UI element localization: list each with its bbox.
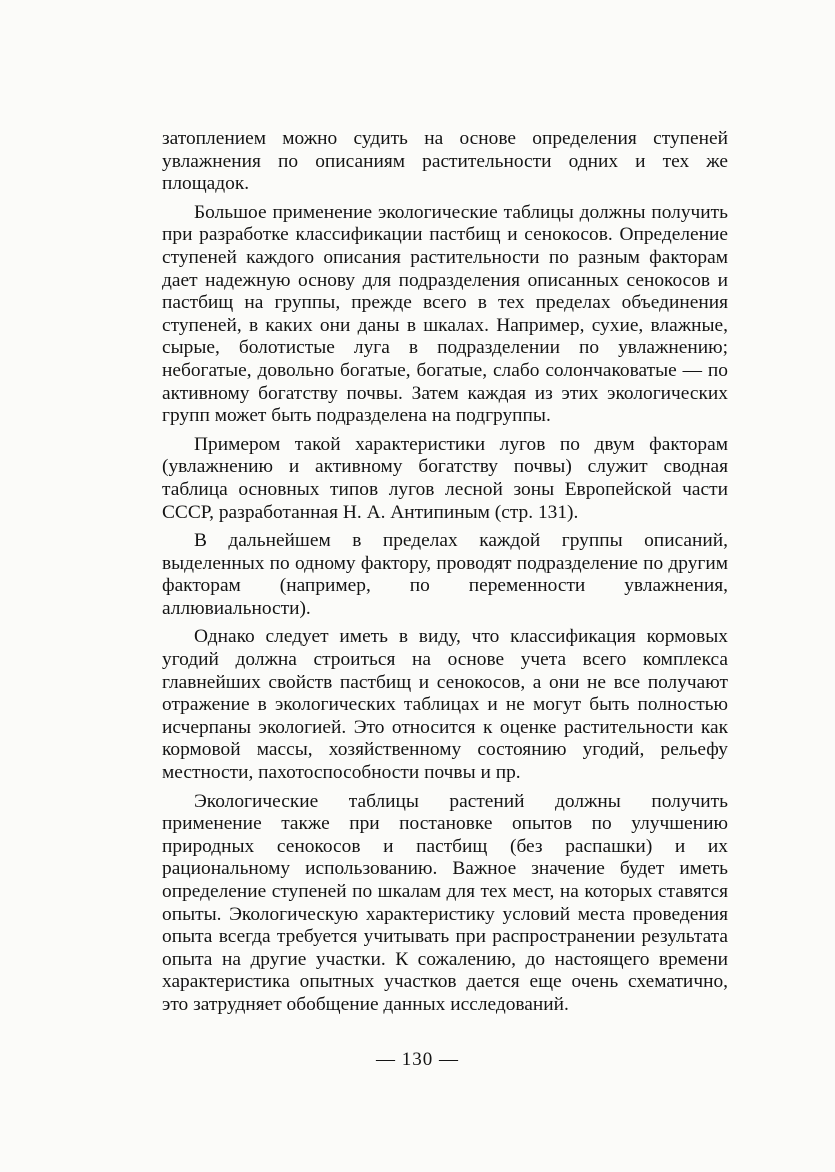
paragraph-2: Большое применение экологические таблицы должны получить при разработке классификации пастбищ и сенокосов. Определение ступеней каждого описания растительности по разным факторам дает надежную основу для подразделения описанных сенокосов и пастбищ на группы, прежде всего в тех пределах объединения ступеней, в каких они даны в шкалах. Например, сухие, влажные, сырые, болотистые луга в подразделении по увлажнению; небогатые, довольно богатые, богатые, слабо солончаковатые — по активному богатству почвы. Затем каждая из этих экологических групп может быть подразделена на подгруппы. bbox=[162, 201, 728, 427]
paragraph-5: Однако следует иметь в виду, что классификация кормовых угодий должна строиться на основе учета всего комплекса главнейших свойств пастбищ и сенокосов, а они не все получают отражение в экологических таблицах и не могут быть полностью исчерпаны экологией. Это относится к оценке растительности как кормовой массы, хозяйственному состоянию угодий, рельефу местности, пахотоспособности почвы и пр. bbox=[162, 626, 728, 784]
paragraph-6: Экологические таблицы растений должны получить применение также при постановке опытов по улучшению природных сенокосов и пастбищ (без распашки) и их рациональному использованию. Важное значение будет иметь определение ступеней по шкалам для тех мест, на которых ставятся опыты. Экологическую характеристику условий места проведения опыта всегда требуется учитывать при распространении результата опыта на другие участки. К сожалению, до настоящего времени характеристика опытных участков дается еще очень схематично, это затрудняет обобщение данных исследований. bbox=[162, 790, 728, 1015]
page-number: — 130 — bbox=[376, 1049, 459, 1070]
body-text bbox=[162, 128, 728, 1023]
paragraph-1: затоплением можно судить на основе определения ступеней увлажнения по описаниям растительности одних и тех же площадок. bbox=[162, 128, 728, 195]
paragraph-3: Примером такой характеристики лугов по двум факторам (увлажнению и активному богатству почвы) служит сводная таблица основных типов лугов лесной зоны Европейской части СССР, разработанная Н. А. Антипиным (стр. 131). bbox=[162, 433, 728, 523]
paragraph-4: В дальнейшем в пределах каждой группы описаний, выделенных по одному фактору, проводят подразделение по другим факторам (например, по переменности увлажнения, аллювиальности). bbox=[162, 530, 728, 619]
